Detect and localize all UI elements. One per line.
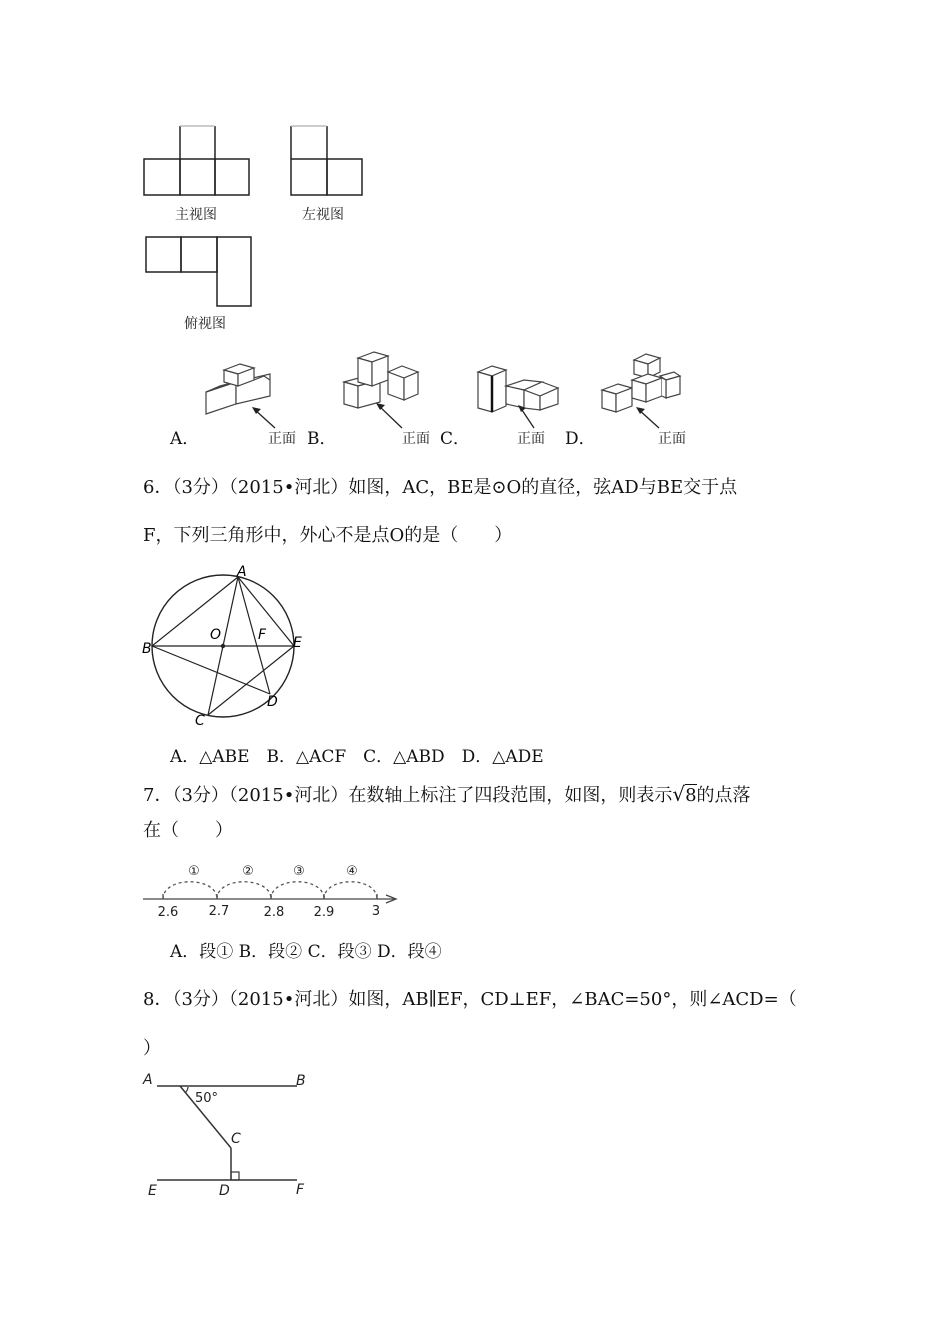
q7-tick-2: 2.7 — [208, 904, 230, 919]
q5-option-c-front-label: 正面 — [517, 431, 545, 447]
q7-text-post: 的点落 — [696, 785, 751, 806]
q8-point-b: B — [296, 1073, 306, 1089]
q6-options: A．△ABE B．△ACF C．△ABD D．△ADE — [170, 747, 544, 767]
q6-text-line2: F，下列三角形中，外心不是点O的是（ ） — [143, 525, 513, 546]
q7-tick-4: 2.9 — [313, 905, 335, 920]
top-view-caption: 俯视图 — [184, 316, 226, 332]
q7-seg-2: ② — [242, 864, 254, 879]
q8-text-line2: ） — [143, 1038, 161, 1059]
sqrt-symbol: √ — [672, 782, 686, 806]
q6-point-f: F — [258, 627, 267, 643]
left-view-figure — [288, 124, 368, 199]
q5-option-a-front-label: 正面 — [268, 431, 296, 447]
q6-point-c: C — [195, 713, 205, 729]
q7-text-line1 — [143, 783, 751, 807]
q8-point-d: D — [219, 1183, 230, 1199]
q7-text-pre: 7．（3分）（2015•河北）在数轴上标注了四段范围，如图，则表示 — [143, 785, 673, 806]
q6-point-b: B — [142, 641, 152, 657]
front-view-figure — [140, 124, 255, 199]
q5-option-b-front-label: 正面 — [402, 431, 430, 447]
top-view-figure — [143, 234, 258, 312]
front-view-caption: 主视图 — [175, 207, 217, 223]
q5-option-d-label: D． — [565, 429, 596, 449]
q8-text-line1: 8．（3分）（2015•河北）如图，AB∥EF，CD⊥EF，∠BAC=50°，则∠ACD=（ — [143, 989, 797, 1010]
q8-point-e: E — [148, 1183, 157, 1199]
q5-option-c-label: C． — [440, 429, 471, 449]
q7-seg-4: ④ — [346, 864, 358, 879]
q6-point-o: O — [210, 627, 222, 643]
q5-option-d-front-label: 正面 — [658, 431, 686, 447]
q7-options: A．段① B．段② C．段③ D．段④ — [170, 942, 442, 962]
q6-point-a: A — [237, 564, 247, 580]
q7-tick-5: 3 — [371, 904, 381, 919]
q8-figure — [140, 1066, 320, 1206]
q6-circle-figure — [140, 562, 315, 732]
q5-option-b-label: B． — [307, 429, 337, 449]
q6-point-d: D — [267, 694, 278, 710]
q7-tick-1: 2.6 — [157, 905, 179, 920]
q8-point-a: A — [143, 1072, 153, 1088]
q7-tick-3: 2.8 — [263, 905, 285, 920]
q8-point-f: F — [296, 1182, 305, 1198]
q5-option-d-arrow — [632, 404, 662, 430]
q5-option-c-arrow — [514, 402, 538, 430]
q7-text-line2: 在（ ） — [143, 820, 233, 841]
q7-seg-1: ① — [188, 864, 200, 879]
q5-option-a-label: A． — [170, 429, 200, 449]
q7-seg-3: ③ — [293, 864, 305, 879]
q5-option-b-arrow — [372, 400, 404, 430]
q6-text-line1: 6．（3分）（2015•河北）如图，AC，BE是⊙O的直径，弦AD与BE交于点 — [143, 477, 738, 498]
left-view-caption: 左视图 — [302, 207, 344, 223]
q5-option-a-arrow — [248, 404, 278, 430]
q7-sqrt-arg: 8 — [685, 785, 697, 806]
q8-angle-label: 50° — [195, 1091, 219, 1106]
q8-point-c: C — [231, 1131, 241, 1147]
q7-number-line — [140, 858, 405, 920]
q6-point-e: E — [293, 635, 302, 651]
